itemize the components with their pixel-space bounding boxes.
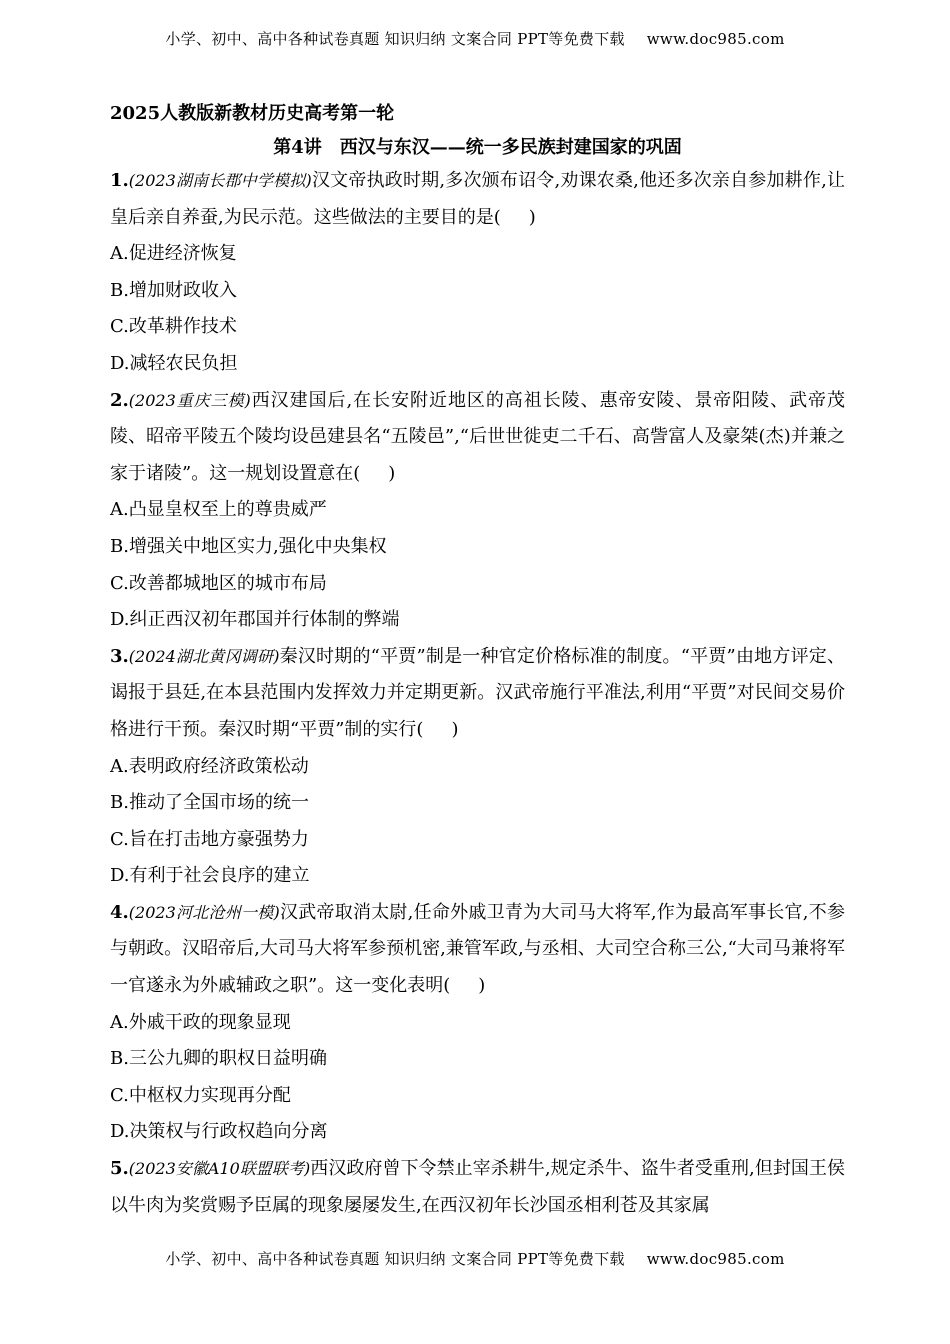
question-source: (2023湖南长郡中学模拟) — [128, 171, 312, 190]
question-text: 西汉政府曾下令禁止宰杀耕牛,规定杀牛、盗牛者受重刑,但封国王侯以牛肉为奖赏赐予臣属的现象屡屡发生,在西汉初年长沙国丞相利苍及其家属 — [110, 1158, 845, 1216]
option-d: D.决策权与行政权趋向分离 — [110, 1121, 328, 1143]
answer-bracket-close: ) — [451, 718, 459, 740]
question-5 — [110, 1151, 845, 1224]
question-4 — [110, 895, 845, 1151]
question-text: 西汉建国后,在长安附近地区的高祖长陵、惠帝安陵、景帝阳陵、武帝茂陵、昭帝平陵五个陵均设邑建县名“五陵邑”,“后世世徙吏二千石、高訾富人及豪桀(杰)并兼之家于诸陵”。这一规划设置意在( — [110, 389, 845, 484]
header-url[interactable]: www.doc985.com — [646, 30, 785, 48]
question-2 — [110, 383, 845, 639]
option-a: A.凸显皇权至上的尊贵威严 — [110, 499, 327, 521]
answer-bracket-close: ) — [528, 206, 536, 228]
question-3 — [110, 639, 845, 895]
header-text: 小学、初中、高中各种试卷真题 知识归纳 文案合同 PPT等免费下载 — [165, 30, 625, 48]
question-stem — [110, 163, 845, 236]
footer-text: 小学、初中、高中各种试卷真题 知识归纳 文案合同 PPT等免费下载 — [165, 1250, 625, 1268]
question-1 — [110, 163, 845, 383]
question-source: (2024湖北黄冈调研) — [128, 646, 280, 666]
option-d: D.纠正西汉初年郡国并行体制的弊端 — [110, 609, 400, 631]
question-source: (2023安徽A10联盟联考) — [128, 1159, 311, 1179]
question-stem — [110, 639, 845, 749]
page-footer — [0, 1248, 950, 1269]
document-title: 2025人教版新教材历史高考第一轮 — [110, 103, 395, 124]
option-b: B.三公九卿的职权日益明确 — [110, 1048, 327, 1070]
question-number: 5. — [110, 1158, 129, 1180]
question-text: 秦汉时期的“平贾”制是一种官定价格标准的制度。“平贾”由地方评定、谒报于县廷,在本县范围内发挥效力并定期更新。汉武帝施行平准法,利用“平贾”对民间交易价格进行干预。秦汉时期“平贾”制的实行( — [110, 645, 845, 740]
question-text: 汉文帝执政时期,多次颁布诏令,劝课农桑,他还多次亲自参加耕作,让皇后亲自养蚕,为民示范。这些做法的主要目的是( — [110, 170, 845, 228]
question-number: 3. — [110, 645, 129, 667]
question-source: (2023河北沧州一模) — [128, 902, 280, 922]
option-a: A.促进经济恢复 — [110, 243, 237, 265]
option-d: D.减轻农民负担 — [110, 352, 238, 374]
answer-bracket-close: ) — [388, 462, 396, 484]
option-a: A.外戚干政的现象显现 — [110, 1011, 291, 1033]
option-b: B.增强关中地区实力,强化中央集权 — [110, 535, 387, 557]
option-c: C.改善都城地区的城市布局 — [110, 572, 327, 594]
document-body — [110, 100, 845, 1224]
footer-url[interactable]: www.doc985.com — [646, 1250, 785, 1268]
answer-bracket-close: ) — [478, 975, 486, 997]
option-d: D.有利于社会良序的建立 — [110, 865, 310, 887]
question-text: 汉武帝取消太尉,任命外戚卫青为大司马大将军,作为最高军事长官,不参与朝政。汉昭帝后,大司马大将军参预机密,兼管军政,与丞相、大司空合称三公,“大司马兼将军一官遂永为外戚辅政之职”。这一变化表明( — [110, 901, 845, 997]
question-number: 4. — [110, 901, 129, 923]
lesson-title: 第4讲 西汉与东汉——统一多民族封建国家的巩固 — [273, 137, 682, 158]
question-number: 1. — [110, 170, 129, 191]
question-stem — [110, 895, 845, 1005]
question-number: 2. — [110, 389, 129, 411]
option-b: B.推动了全国市场的统一 — [110, 792, 309, 814]
option-b: B.增加财政收入 — [110, 279, 237, 301]
option-c: C.改革耕作技术 — [110, 316, 237, 338]
option-c: C.中枢权力实现再分配 — [110, 1084, 291, 1106]
question-stem — [110, 383, 845, 493]
option-a: A.表明政府经济政策松动 — [110, 755, 309, 777]
option-c: C.旨在打击地方豪强势力 — [110, 828, 309, 850]
page-header — [0, 28, 950, 49]
question-source: (2023重庆三模) — [128, 390, 251, 410]
question-stem — [110, 1151, 845, 1224]
